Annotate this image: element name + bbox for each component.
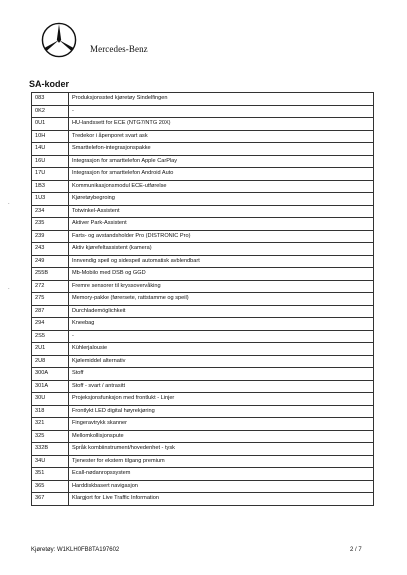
sa-description-cell: Språk kombiinstrument/hovedenhet - tysk: [69, 443, 374, 456]
sa-code-cell: 0K2: [32, 105, 69, 118]
sa-code-cell: 287: [32, 305, 69, 318]
sa-code-cell: 30U: [32, 393, 69, 406]
sa-code-cell: 0U1: [32, 118, 69, 131]
table-row: [32, 330, 374, 343]
sa-description-cell: Klargjort for Live Traffic Information: [69, 493, 374, 506]
sa-code-cell: 249: [32, 255, 69, 268]
sa-description-cell: Kjøretøybegroing: [69, 193, 374, 206]
table-row: [32, 105, 374, 118]
sa-code-cell: 318: [32, 405, 69, 418]
table-row: [32, 368, 374, 381]
table-row: [32, 405, 374, 418]
table-row: [32, 230, 374, 243]
sa-description-cell: Integrasjon for smarttelefon Android Auto: [69, 168, 374, 181]
sa-description-cell: Fremre sensorer til kryssovervåking: [69, 280, 374, 293]
table-row: [32, 180, 374, 193]
sa-code-cell: 2U8: [32, 355, 69, 368]
sa-code-cell: 239: [32, 230, 69, 243]
sa-description-cell: Totwinkel-Assistent: [69, 205, 374, 218]
section-title: SA-koder: [29, 79, 70, 89]
sa-code-cell: 301A: [32, 380, 69, 393]
sa-code-cell: 235: [32, 218, 69, 231]
sa-code-cell: 275: [32, 293, 69, 306]
table-row: [32, 143, 374, 156]
sa-description-cell: Smarttelefon-integrasjonspakke: [69, 143, 374, 156]
sa-description-cell: Innvendig speil og sidespeil automatisk avblendbart: [69, 255, 374, 268]
sa-code-cell: 365: [32, 480, 69, 493]
sa-description-cell: Memory-pakke (førersete, rattstamme og speil): [69, 293, 374, 306]
sa-code-cell: 14U: [32, 143, 69, 156]
sa-code-cell: 321: [32, 418, 69, 431]
sa-code-cell: 367: [32, 493, 69, 506]
sa-code-cell: 34U: [32, 455, 69, 468]
sa-description-cell: Mb-Mobilo med DSB og GGD: [69, 268, 374, 281]
sa-description-cell: Tjenester for ekstern tilgang premium: [69, 455, 374, 468]
sa-description-cell: Stoff - svart / antrasitt: [69, 380, 374, 393]
sa-description-cell: -: [69, 330, 374, 343]
table-row: [32, 443, 374, 456]
sa-code-cell: 17U: [32, 168, 69, 181]
table-row: [32, 380, 374, 393]
sa-code-cell: 2S5: [32, 330, 69, 343]
table-row: [32, 243, 374, 256]
sa-code-cell: 2U1: [32, 343, 69, 356]
sa-description-cell: Frontlykt LED digital høyrekjøring: [69, 405, 374, 418]
table-row: [32, 343, 374, 356]
table-row: [32, 168, 374, 181]
sa-description-cell: Aktiver Park-Assistent: [69, 218, 374, 231]
sa-code-cell: 300A: [32, 368, 69, 381]
sa-description-cell: Kühlerjalousie: [69, 343, 374, 356]
sa-description-cell: Projeksjonsfunksjon med frontlukt - Linjer: [69, 393, 374, 406]
sa-code-cell: 1B3: [32, 180, 69, 193]
sa-code-cell: 351: [32, 468, 69, 481]
sa-code-cell: 294: [32, 318, 69, 331]
sa-code-cell: 255B: [32, 268, 69, 281]
sa-description-cell: Kneebag: [69, 318, 374, 331]
sa-description-cell: Integrasjon for smarttelefon Apple CarPlay: [69, 155, 374, 168]
table-row: [32, 280, 374, 293]
table-row: [32, 93, 374, 106]
table-row: [32, 355, 374, 368]
sa-code-cell: 1U3: [32, 193, 69, 206]
sa-description-cell: Stoff: [69, 368, 374, 381]
table-row: [32, 118, 374, 131]
sa-description-cell: Produksjonssted kjøretøy Sindelfingen: [69, 93, 374, 106]
table-row: [32, 318, 374, 331]
sa-codes-table: [31, 92, 374, 506]
sa-description-cell: -: [69, 105, 374, 118]
sa-code-cell: 332B: [32, 443, 69, 456]
sa-description-cell: Aktiv kjørefeltassistent (kamera): [69, 243, 374, 256]
sa-code-cell: 10H: [32, 130, 69, 143]
table-row: [32, 418, 374, 431]
table-row: [32, 155, 374, 168]
table-row: [32, 393, 374, 406]
sa-code-cell: 272: [32, 280, 69, 293]
sa-description-cell: Mellomkollisjonspute: [69, 430, 374, 443]
table-row: [32, 480, 374, 493]
sa-description-cell: Durchlademöglichkeit: [69, 305, 374, 318]
table-row: [32, 293, 374, 306]
sa-code-cell: 234: [32, 205, 69, 218]
sa-description-cell: Tredekor i åpenporet svart ask: [69, 130, 374, 143]
table-row: [32, 205, 374, 218]
mercedes-star-logo: [41, 22, 77, 58]
table-row: [32, 468, 374, 481]
sa-description-cell: Harddiskbasert navigasjon: [69, 480, 374, 493]
table-row: [32, 130, 374, 143]
sa-code-cell: 243: [32, 243, 69, 256]
margin-mark: .: [8, 200, 10, 206]
sa-description-cell: Farts- og avstandsholder Pro (DISTRONIC Pro): [69, 230, 374, 243]
sa-description-cell: Kjølemiddel alternativ: [69, 355, 374, 368]
table-row: [32, 430, 374, 443]
sa-code-cell: 325: [32, 430, 69, 443]
margin-mark: .: [8, 285, 10, 291]
sa-description-cell: Kommunikasjonsmodul ECE-utførelse: [69, 180, 374, 193]
table-row: [32, 455, 374, 468]
table-row: [32, 255, 374, 268]
table-row: [32, 193, 374, 206]
sa-description-cell: Fingeravtrykk skanner: [69, 418, 374, 431]
table-row: [32, 305, 374, 318]
table-row: [32, 268, 374, 281]
table-row: [32, 218, 374, 231]
sa-description-cell: HU-landssett for ECE (NTG7/NTG 20X): [69, 118, 374, 131]
sa-code-cell: 083: [32, 93, 69, 106]
table-row: [32, 493, 374, 506]
brand-name: Mercedes-Benz: [90, 44, 148, 54]
footer-vehicle-id: Kjøretøy: W1KLH0FB8TA197602: [31, 547, 120, 553]
footer-page-number: 2 / 7: [350, 547, 362, 553]
sa-code-cell: 16U: [32, 155, 69, 168]
sa-description-cell: Ecall-nødanropssystem: [69, 468, 374, 481]
